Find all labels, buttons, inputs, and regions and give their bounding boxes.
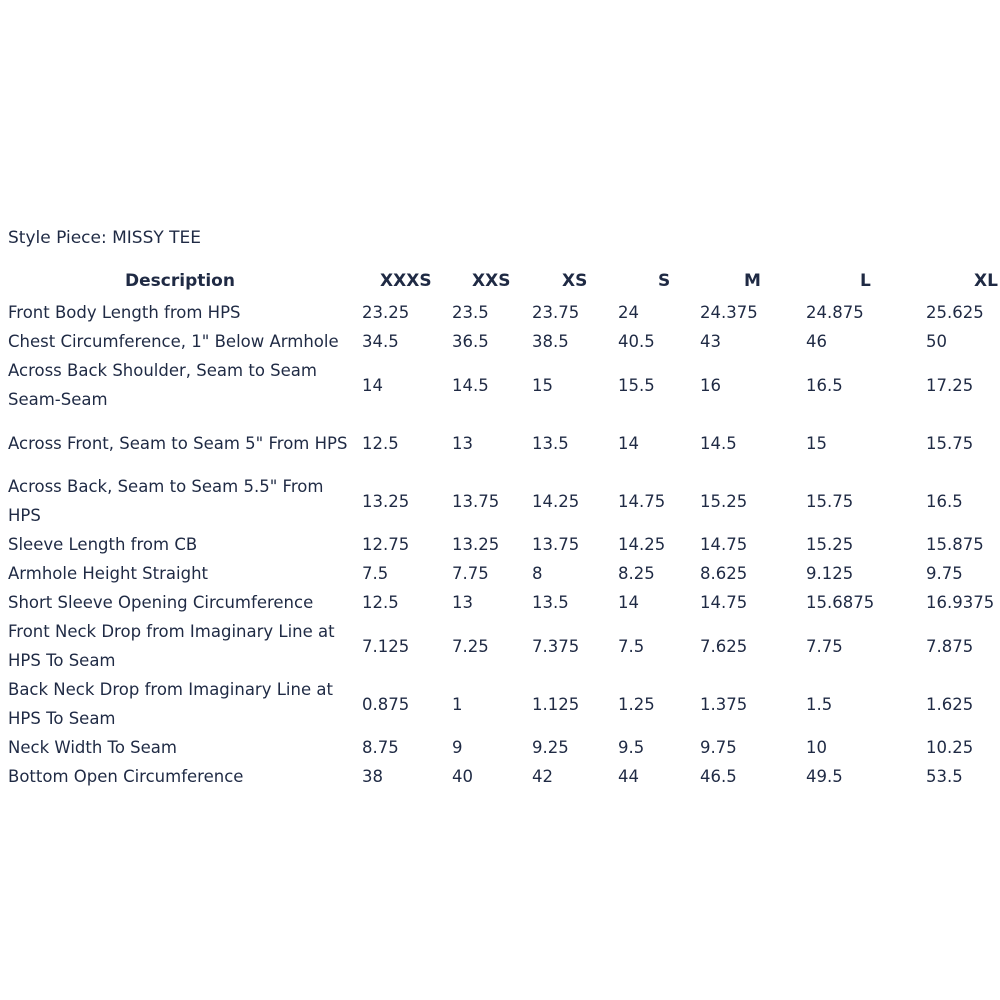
measurement-value: 46.5: [700, 767, 737, 786]
measurement-value: 14: [362, 375, 383, 395]
measurement-value: 14.25: [532, 491, 580, 511]
measurement-value: 1: [452, 694, 463, 714]
measurement-description: Across Front, Seam to Seam 5" From HPS: [8, 433, 348, 453]
measurement-description: Front Neck Drop from Imaginary Line at HPS To Seam: [8, 622, 335, 670]
measurement-description: Short Sleeve Opening Circumference: [8, 593, 314, 612]
measurement-value: 13: [452, 593, 473, 612]
measurement-description: Across Back, Seam to Seam 5.5" From HPS: [8, 477, 324, 525]
measurement-description: Chest Circumference, 1" Below Armhole: [8, 332, 339, 351]
measurement-value: 9: [452, 738, 463, 757]
table-row: [0, 762, 1000, 791]
table-row: [0, 356, 1000, 414]
measurement-value: 44: [618, 767, 639, 786]
measurement-value: 40.5: [618, 332, 655, 351]
measurement-value: 15: [532, 375, 553, 395]
measurement-value: 14.5: [700, 433, 737, 453]
measurement-value: 1.125: [532, 694, 580, 714]
column-header-size: XXXS: [380, 271, 432, 291]
measurement-value: 17.25: [926, 375, 974, 395]
measurement-value: 1.375: [700, 694, 748, 714]
measurement-value: 13.25: [362, 491, 410, 511]
measurement-description: Bottom Open Circumference: [8, 767, 244, 786]
measurement-value: 40: [452, 767, 473, 786]
measurement-value: 42: [532, 767, 553, 786]
measurement-value: 14.75: [700, 535, 748, 554]
table-row: [0, 617, 1000, 675]
measurement-value: 15.25: [806, 535, 854, 554]
measurement-value: 13.75: [532, 535, 580, 554]
measurement-value: 46: [806, 332, 827, 351]
measurement-value: 13.25: [452, 535, 500, 554]
measurement-value: 7.25: [452, 636, 489, 656]
measurement-value: 15.75: [926, 433, 974, 453]
measurement-value: 15.75: [806, 491, 854, 511]
measurement-value: 9.75: [700, 738, 737, 757]
table-row: [0, 559, 1000, 588]
measurement-value: 7.5: [362, 564, 389, 583]
measurement-value: 12.75: [362, 535, 410, 554]
measurement-value: 15: [806, 433, 827, 453]
measurement-value: 1.625: [926, 694, 974, 714]
measurement-value: 24: [618, 303, 639, 322]
measurement-value: 8: [532, 564, 543, 583]
measurement-value: 43: [700, 332, 721, 351]
measurement-description: Back Neck Drop from Imaginary Line at HPS To Seam: [8, 680, 333, 728]
measurement-value: 50: [926, 332, 947, 351]
measurement-value: 7.5: [618, 636, 645, 656]
measurement-value: 1.25: [618, 694, 655, 714]
measurement-value: 23.5: [452, 303, 489, 322]
measurement-value: 24.875: [806, 303, 864, 322]
measurement-value: 9.75: [926, 564, 963, 583]
measurement-value: 10: [806, 738, 827, 757]
measurement-value: 14.25: [618, 535, 666, 554]
measurement-description: Neck Width To Seam: [8, 738, 177, 757]
table-row: [0, 733, 1000, 762]
column-header-size: L: [860, 271, 871, 291]
column-header-description: Description: [125, 271, 235, 291]
measurement-value: 16.5: [806, 375, 843, 395]
measurement-value: 16.9375: [926, 593, 995, 612]
table-row: [0, 327, 1000, 356]
measurement-value: 23.75: [532, 303, 580, 322]
measurement-value: 7.75: [806, 636, 843, 656]
measurement-value: 14: [618, 433, 639, 453]
measurement-value: 9.5: [618, 738, 645, 757]
measurement-value: 15.875: [926, 535, 984, 554]
measurement-value: 34.5: [362, 332, 399, 351]
measurement-description: Sleeve Length from CB: [8, 535, 198, 554]
measurement-value: 0.875: [362, 694, 410, 714]
column-header-size: M: [744, 271, 761, 291]
measurement-value: 13: [452, 433, 473, 453]
measurement-description: Across Back Shoulder, Seam to Seam Seam-Seam: [8, 361, 317, 409]
measurement-value: 25.625: [926, 303, 984, 322]
measurement-value: 10.25: [926, 738, 974, 757]
table-row: [0, 675, 1000, 733]
measurement-value: 8.625: [700, 564, 748, 583]
style-piece-title: Style Piece: MISSY TEE: [8, 228, 202, 248]
table-row: [0, 530, 1000, 559]
measurement-value: 7.375: [532, 636, 580, 656]
measurement-value: 14: [618, 593, 639, 612]
measurement-value: 23.25: [362, 303, 410, 322]
measurement-value: 14.75: [700, 593, 748, 612]
size-spec-table: [0, 264, 1000, 791]
column-header-size: XL: [974, 271, 998, 291]
measurement-value: 16: [700, 375, 721, 395]
measurement-value: 14.75: [618, 491, 666, 511]
measurement-value: 14.5: [452, 375, 489, 395]
column-header-size: XS: [562, 271, 588, 291]
measurement-value: 15.6875: [806, 593, 875, 612]
measurement-description: Front Body Length from HPS: [8, 303, 241, 322]
measurement-value: 24.375: [700, 303, 758, 322]
measurement-value: 13.75: [452, 491, 500, 511]
measurement-value: 38: [362, 767, 383, 786]
measurement-value: 13.5: [532, 433, 569, 453]
column-header-size: XXS: [472, 271, 511, 291]
table-row: [0, 414, 1000, 472]
measurement-value: 53.5: [926, 767, 963, 786]
measurement-value: 49.5: [806, 767, 843, 786]
measurement-value: 36.5: [452, 332, 489, 351]
measurement-value: 7.875: [926, 636, 974, 656]
table-header-row: [0, 264, 1000, 298]
measurement-description: Armhole Height Straight: [8, 564, 208, 583]
measurement-value: 9.125: [806, 564, 854, 583]
measurement-value: 12.5: [362, 593, 399, 612]
measurement-value: 15.25: [700, 491, 748, 511]
measurement-value: 8.75: [362, 738, 399, 757]
table-row: [0, 298, 1000, 327]
measurement-value: 1.5: [806, 694, 833, 714]
measurement-value: 8.25: [618, 564, 655, 583]
measurement-value: 9.25: [532, 738, 569, 757]
table-row: [0, 588, 1000, 617]
measurement-value: 12.5: [362, 433, 399, 453]
table-row: [0, 472, 1000, 530]
measurement-value: 13.5: [532, 593, 569, 612]
column-header-size: S: [658, 271, 671, 291]
measurement-value: 7.125: [362, 636, 410, 656]
measurement-value: 7.625: [700, 636, 748, 656]
measurement-value: 7.75: [452, 564, 489, 583]
measurement-value: 15.5: [618, 375, 655, 395]
measurement-value: 38.5: [532, 332, 569, 351]
measurement-value: 16.5: [926, 491, 963, 511]
